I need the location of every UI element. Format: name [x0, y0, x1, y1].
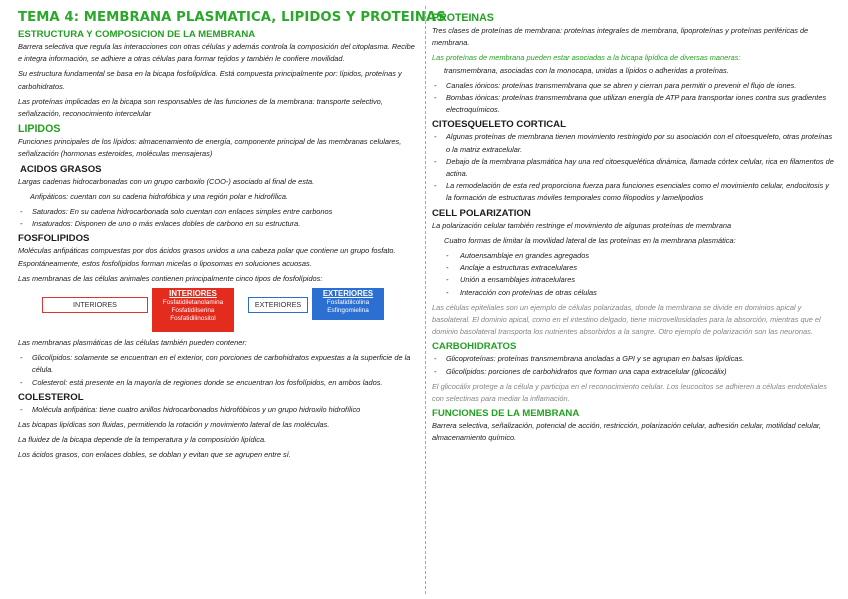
section-heading-proteinas: PROTEINAS: [432, 12, 494, 24]
exteriores-label-box: EXTERIORES: [248, 297, 308, 313]
cell-list: [432, 250, 834, 299]
paragraph: Su estructura fundamental se basa en la bicapa fosfolipídica. Está compuesta principalmente por: lípidos, proteínas y carbohidratos.: [18, 69, 402, 91]
paragraph: transmembrana, asociadas con la monocapa, unidas a lípidos o adheridas a proteínas.: [444, 65, 729, 75]
section-heading-citoesqueleto: CITOESQUELETO CORTICAL: [432, 119, 566, 131]
list-item: - Glicolípidos: porciones de carbohidratos que forman una capa extracelular (glicocálix): [432, 366, 834, 378]
paragraph: Largas cadenas hidrocarbonadas con un grupo carboxilo (COO-) asociado al final de esta.: [18, 176, 315, 186]
proteinas-list: [432, 80, 834, 117]
right-column: [432, 4, 834, 448]
paragraph: Los ácidos grasos, con enlaces dobles, se doblan y evitan que se agrupen entre sí.: [18, 450, 291, 460]
interiores-title: INTERIORES: [169, 289, 217, 299]
exteriores-title: EXTERIORES: [322, 289, 374, 299]
list-item: - Glicolípidos: solamente se encuentran en el exterior, con porciones de carbohidratos expuestas a la superficie de la célula.: [18, 352, 418, 376]
interiores-label-box: INTERIORES: [42, 297, 148, 313]
section-heading-funciones: FUNCIONES DE LA MEMBRANA: [432, 408, 580, 420]
paragraph: El glicocálix protege a la célula y participa en el reconocimiento celular. Los leucocitos se adhieren a células endoteliales con selectinas para mediar la inflamación.: [432, 381, 827, 404]
paragraph: Moléculas anfipáticas compuestas por dos ácidos grasos unidos a una cabeza polar que contiene un grupo fosfato. Espontáneamente, estos fosfolípidos forman micelas o liposomas en soluciones acuosas.: [18, 246, 396, 268]
acidos-list: [18, 206, 418, 230]
paragraph: Las células epiteliales son un ejemplo de células polarizadas, donde la membrana se divide en dominios apical y basolateral. El dominio apical, como en el intestino delgado, tiene microvellosidades para la absorción, mientras que el dominio basolateral transporta los nutrientes absorbidos a la sangre. Otro ejemplo de polarización son las neuronas.: [432, 302, 821, 337]
section-heading-lipidos: LIPIDOS: [18, 123, 61, 136]
exteriores-list-box: [312, 288, 384, 320]
list-item: - Autoensamblaje en grandes agregados: [432, 250, 834, 262]
interiores-item: Fosfatidilinositol: [170, 315, 216, 323]
paragraph: La fluidez de la bicapa depende de la temperatura y la composición lipídica.: [18, 435, 267, 445]
interiores-item: Fosfatidilserina: [171, 307, 215, 315]
paragraph: Las proteínas implicadas en la bicapa son responsables de las funciones de la membrana: transporte selectivo, señalización, reconocimiento intercelular: [18, 96, 383, 119]
exteriores-item: Esfingomielina: [327, 307, 369, 315]
interiores-item: Fosfatidiletanolamina: [162, 299, 224, 307]
list-item: - Debajo de la membrana plasmática hay una red citoesquelética dinámica, llamada córtex celular, rica en filamentos de actina.: [432, 156, 834, 180]
list-item: - Algunas proteínas de membrana tienen movimiento restringido por su asociación con el citoesqueleto, otras proteínas o la matriz extracelular.: [432, 131, 834, 155]
section-heading-fosfolipidos: FOSFOLIPIDOS: [18, 233, 90, 245]
phospholipid-figure: [18, 288, 418, 334]
paragraph: Barrera selectiva que regula las interacciones con otras células y además controla la composición del citoplasma. Recibe e integra información, se adhiere a otras células para formar tejidos y también le confiere movilidad.: [18, 42, 415, 64]
section-heading-cell-polarization: CELL POLARIZATION: [432, 207, 531, 219]
list-item: - Colesterol: está presente en la mayoría de regiones donde se encuentran los fosfolípidos, en ambos lados.: [18, 377, 418, 389]
paragraph: Funciones principales de los lípidos: almacenamiento de energía, componente principal de las membranas celulares, señalización (hormonas esteroides, moléculas mensajeras): [18, 137, 402, 159]
list-item: - La remodelación de esta red proporciona fuerza para funciones esenciales como el movimiento celular, endocitosis y la formación de estructuras móviles temporales como filopodios y lamelipodios: [432, 180, 834, 204]
paragraph: Las proteínas de membrana pueden estar asociadas a la bicapa lipídica de diversas maneras:: [432, 53, 741, 63]
paragraph: Anfipáticos: cuentan con su cadena hidrofóbica y una región polar e hidrofílica.: [30, 191, 289, 201]
paragraph: Tres clases de proteínas de membrana: proteínas integrales de membrana, lipoproteínas y proteínas periféricas de membrana.: [432, 26, 809, 48]
carbo-list: [432, 353, 834, 377]
section-heading-colesterol: COLESTEROL: [18, 391, 84, 403]
paragraph: Cuatro formas de limitar la movilidad lateral de las proteínas en la membrana plasmática:: [444, 235, 736, 245]
exteriores-item: Fosfatidilcolina: [326, 299, 370, 307]
list-item: - Unión a ensamblajes intracelulares: [432, 274, 834, 286]
column-divider: [425, 6, 426, 594]
page-title: TEMA 4: MEMBRANA PLASMATICA, LIPIDOS Y PROTEINAS: [18, 10, 446, 25]
paragraph: Las membranas plasmáticas de las células también pueden contener:: [18, 338, 247, 348]
list-item: - Molécula anfipática: tiene cuatro anillos hidrocarbonados hidrofóbicos y un grupo hidroxilo hidrofílico: [18, 404, 418, 416]
list-item: - Saturados: En su cadena hidrocarbonada solo cuentan con enlaces simples entre carbonos: [18, 206, 418, 218]
paragraph: La polarización celular también restringe el movimiento de algunas proteínas de membrana: [432, 220, 732, 230]
list-item: - Bombas iónicas: proteínas transmembrana que utilizan energía de ATP para transportar iones contra sus gradientes electroquímicos.: [432, 92, 834, 116]
list-item: - Glicoproteínas: proteínas transmembrana ancladas a GPI y se agrupan en balsas lipídicas.: [432, 353, 834, 365]
section-heading-carbohidratos: CARBOHIDRATOS: [432, 341, 517, 353]
left-column: [18, 4, 446, 465]
colesterol-list: [18, 404, 418, 416]
list-item: - Insaturados: Disponen de uno o más enlaces dobles de carbono en su estructura.: [18, 218, 418, 230]
paragraph: Barrera selectiva, señalización, potencial de acción, restricción, polarización celular, adhesión celular, motilidad celular, almacenamiento químico.: [432, 421, 822, 443]
cito-list: [432, 131, 834, 204]
fosfo-list: [18, 352, 418, 389]
section-heading-acidos: ACIDOS GRASOS: [20, 163, 102, 175]
paragraph: Las membranas de las células animales contienen principalmente cinco tipos de fosfolípidos:: [18, 273, 323, 283]
list-item: - Interacción con proteínas de otras células: [432, 287, 834, 299]
list-item: - Canales iónicos: proteínas transmembrana que se abren y cierran para permitir o prevenir el flujo de iones.: [432, 80, 834, 92]
list-item: - Anclaje a estructuras extracelulares: [432, 262, 834, 274]
paragraph: Las bicapas lipídicas son fluidas, permitiendo la rotación y movimiento lateral de las moléculas.: [18, 420, 330, 430]
interiores-list-box: [152, 288, 234, 332]
section-heading-estructura: ESTRUCTURA Y COMPOSICION DE LA MEMBRANA: [18, 29, 256, 40]
